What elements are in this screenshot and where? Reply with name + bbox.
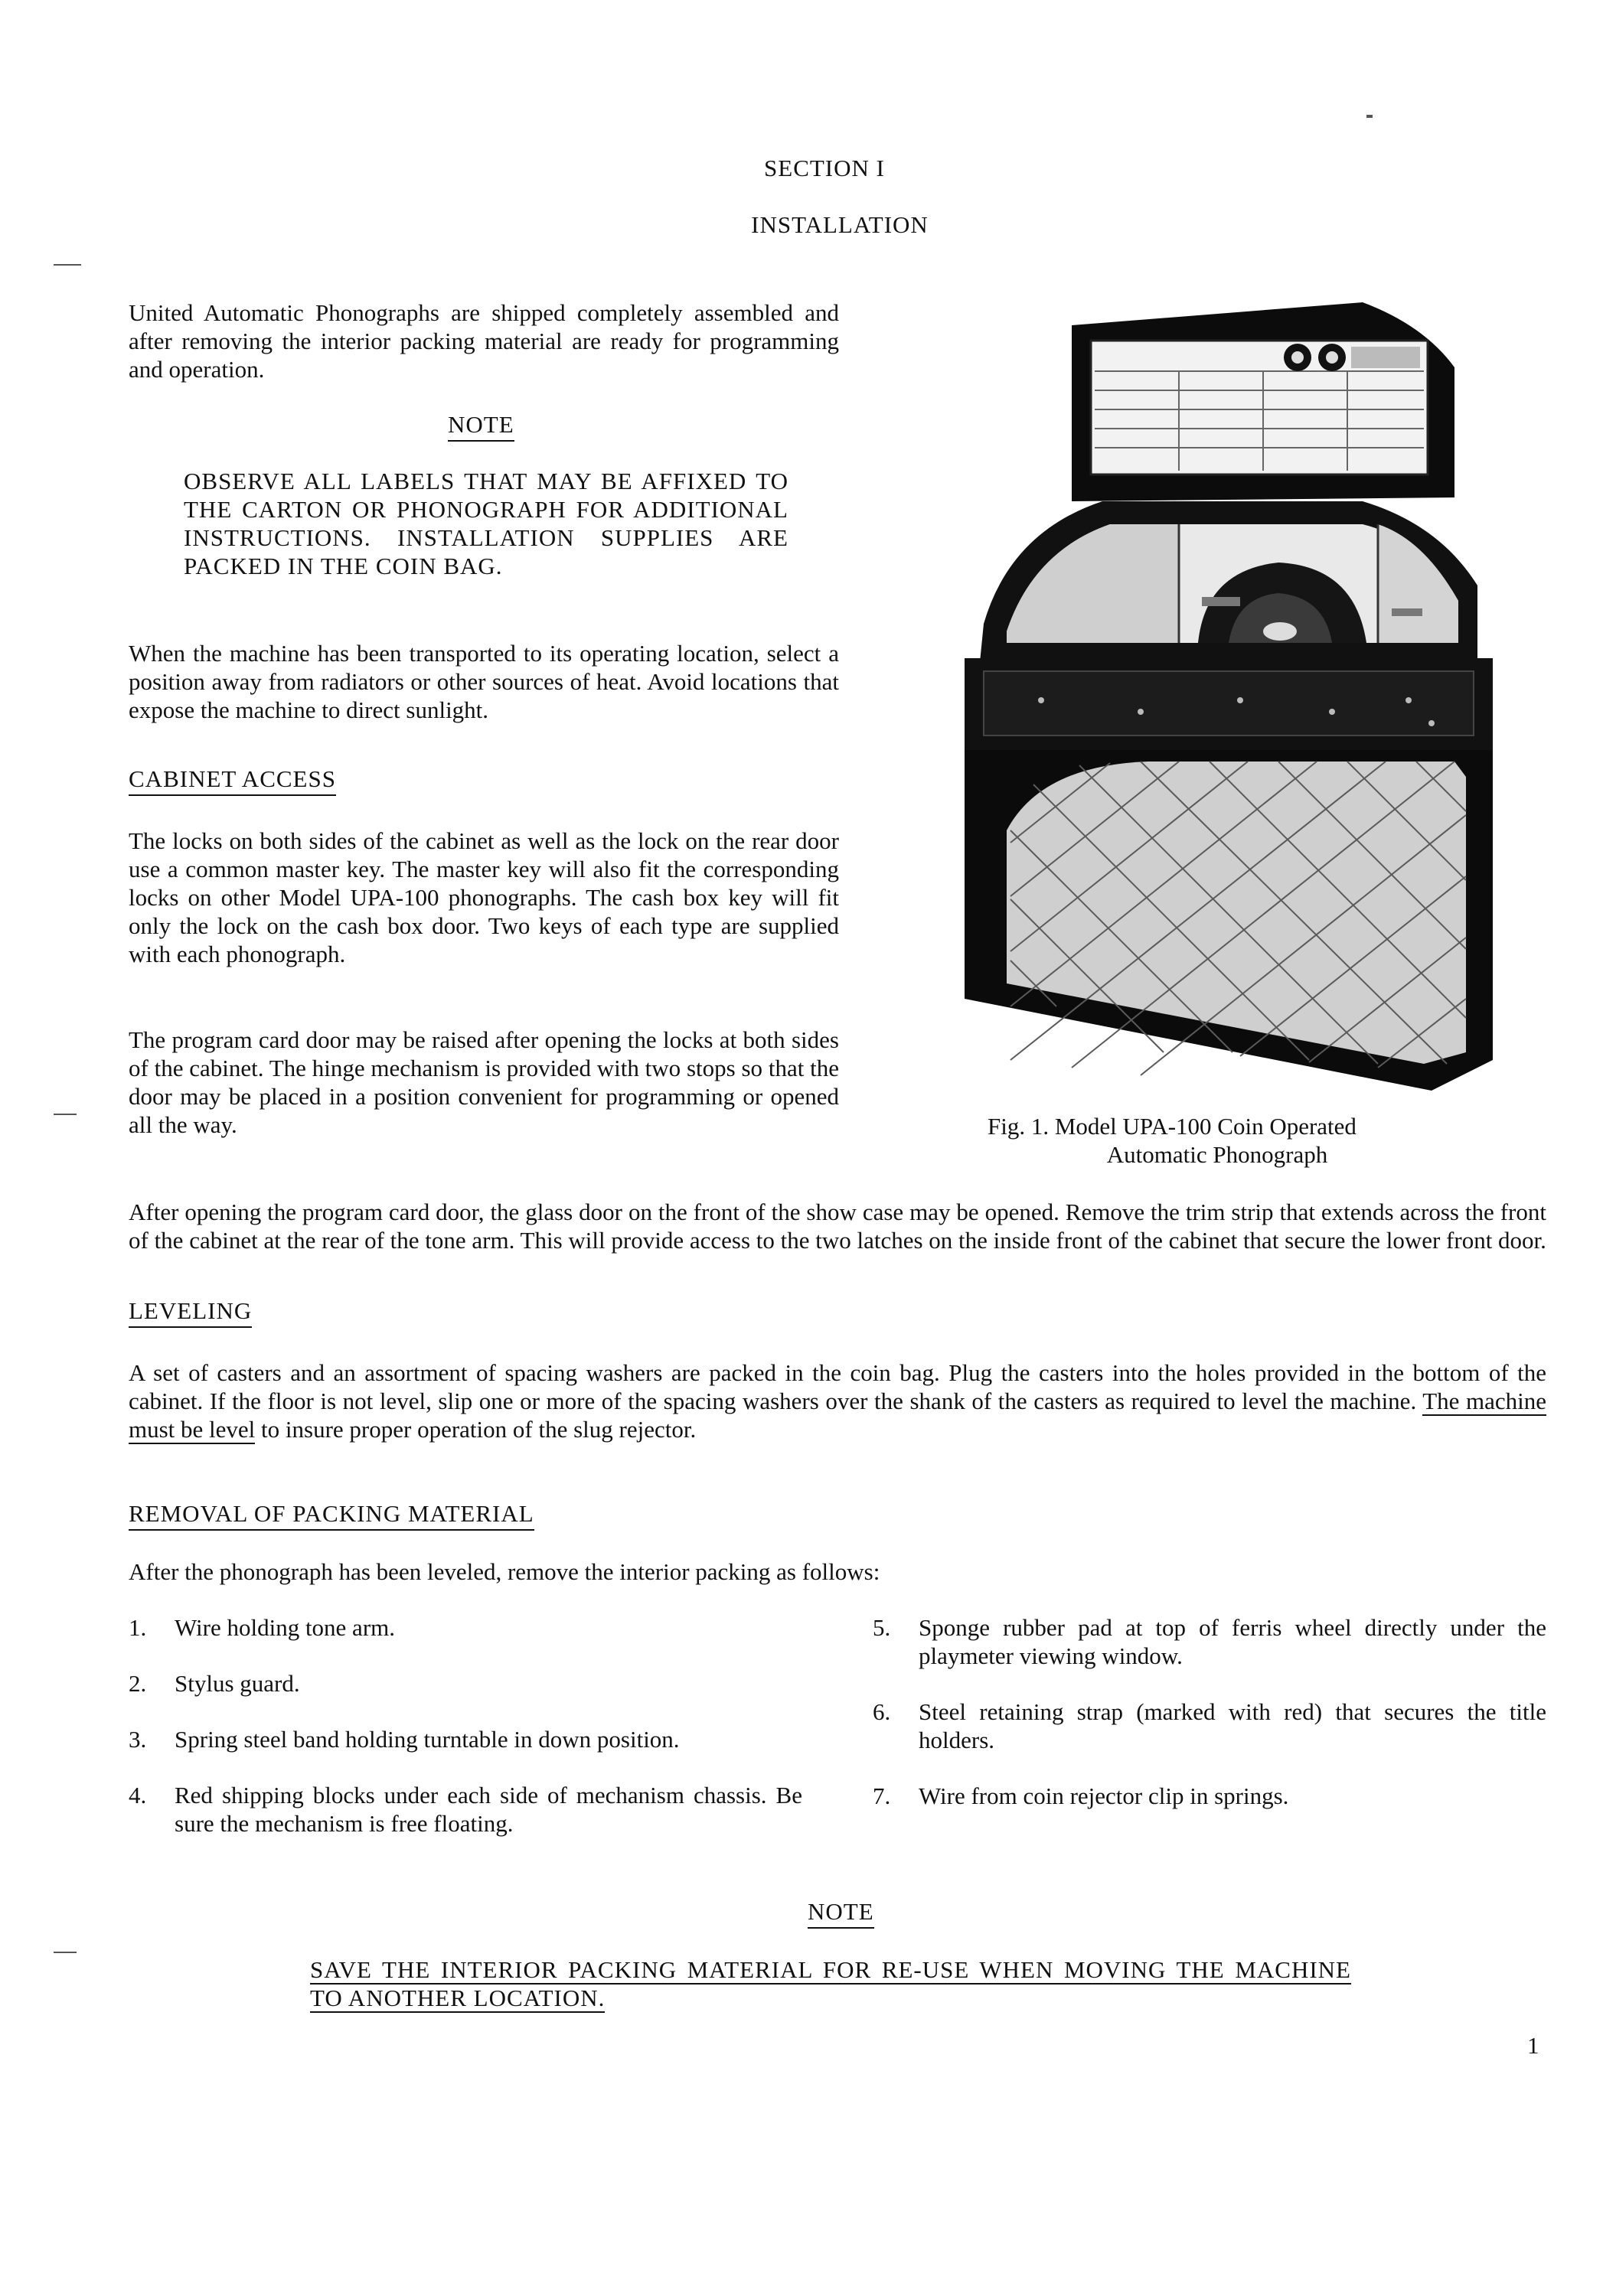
- note-label: NOTE: [448, 411, 514, 442]
- packing-heading: REMOVAL OF PACKING MATERIAL: [129, 1500, 534, 1531]
- note-text: OBSERVE ALL LABELS THAT MAY BE AFFIXED TO THE CARTON OR PHONOGRAPH FOR ADDITIONAL INSTRUCTIONS. INSTALLATION SUPPLIES ARE PACKED IN THE COIN BAG.: [184, 468, 788, 579]
- note-text-2: SAVE THE INTERIOR PACKING MATERIAL FOR RE-USE WHEN MOVING THE MACHINE TO ANOTHER LOCATION.: [310, 1956, 1351, 2011]
- cabinet-access-paragraph-3: After opening the program card door, the glass door on the front of the show case may be opened. Remove the trim strip that extends across the front of the cabinet at the rear of the tone arm. This will provide access to the two latches on the inside front of the cabinet that secure the lower front door.: [129, 1199, 1546, 1254]
- scan-mark: [54, 1114, 77, 1115]
- list-item: 6. Steel retaining strap (marked with red) that secures the title holders.: [873, 1698, 1546, 1753]
- packing-list-right: [873, 1613, 1546, 1810]
- page-number: 1: [1527, 2032, 1539, 2059]
- figure-caption-line-2: Automatic Phonograph: [1106, 1141, 1328, 1168]
- section-number: SECTION I: [764, 155, 885, 181]
- leveling-heading: LEVELING: [129, 1297, 252, 1328]
- speaker-dial-icon: [1284, 344, 1420, 371]
- cabinet-access-paragraph-2: The program card door may be raised after opening the locks at both sides of the cabinet. The hinge mechanism is provided with two stops so that the door may be placed in a position convenient for programming or opened all the way.: [129, 1026, 839, 1138]
- packing-list-left: [129, 1613, 802, 1838]
- leveling-emphasis: The machine must be level: [129, 1388, 1547, 1443]
- list-item: 2. Stylus guard.: [129, 1670, 300, 1697]
- cabinet-access-paragraph-1: The locks on both sides of the cabinet as well as the lock on the rear door use a common master key. The master key will also fit the corresponding locks on other Model UPA-100 phonographs. The cash box key will fit only the lock on the cash box door. Two keys of each type are supplied with each phonograph.: [129, 827, 839, 967]
- cabinet-access-heading: CABINET ACCESS: [129, 765, 336, 796]
- leveling-paragraph: A set of casters and an assortment of spacing washers are packed in the coin bag. Plug the casters into the holes provided in the bottom of the cabinet. If the floor is not level, slip one or more of the spacing washers over the shank of the casters as required to level the machine. The machine must be level to insure proper operation of the slug rejector.: [129, 1359, 1547, 1443]
- scan-mark: [54, 1952, 77, 1953]
- figure-caption-line-1: Fig. 1. Model UPA-100 Coin Operated: [988, 1113, 1357, 1140]
- list-item: 3. Spring steel band holding turntable in down position.: [129, 1726, 680, 1753]
- scan-mark: [54, 264, 81, 266]
- scan-mark: [1366, 115, 1373, 118]
- list-item: 7. Wire from coin rejector clip in springs.: [873, 1782, 1289, 1809]
- section-title: INSTALLATION: [751, 211, 929, 238]
- location-paragraph: When the machine has been transported to its operating location, select a position away from radiators or other sources of heat. Avoid locations that expose the machine to direct sunlight.: [129, 640, 839, 723]
- packing-intro: After the phonograph has been leveled, remove the interior packing as follows:: [129, 1558, 880, 1585]
- jukebox-illustration: [949, 295, 1500, 1098]
- list-item: 5. Sponge rubber pad at top of ferris wheel directly under the playmeter viewing window.: [873, 1614, 1546, 1669]
- list-item: 4. Red shipping blocks under each side of mechanism chassis. Be sure the mechanism is free floating.: [129, 1782, 802, 1837]
- list-item: 1. Wire holding tone arm.: [129, 1614, 396, 1641]
- intro-paragraph: United Automatic Phonographs are shipped completely assembled and after removing the interior packing material are ready for programming and operation.: [129, 299, 839, 383]
- note-label-2: NOTE: [808, 1898, 874, 1929]
